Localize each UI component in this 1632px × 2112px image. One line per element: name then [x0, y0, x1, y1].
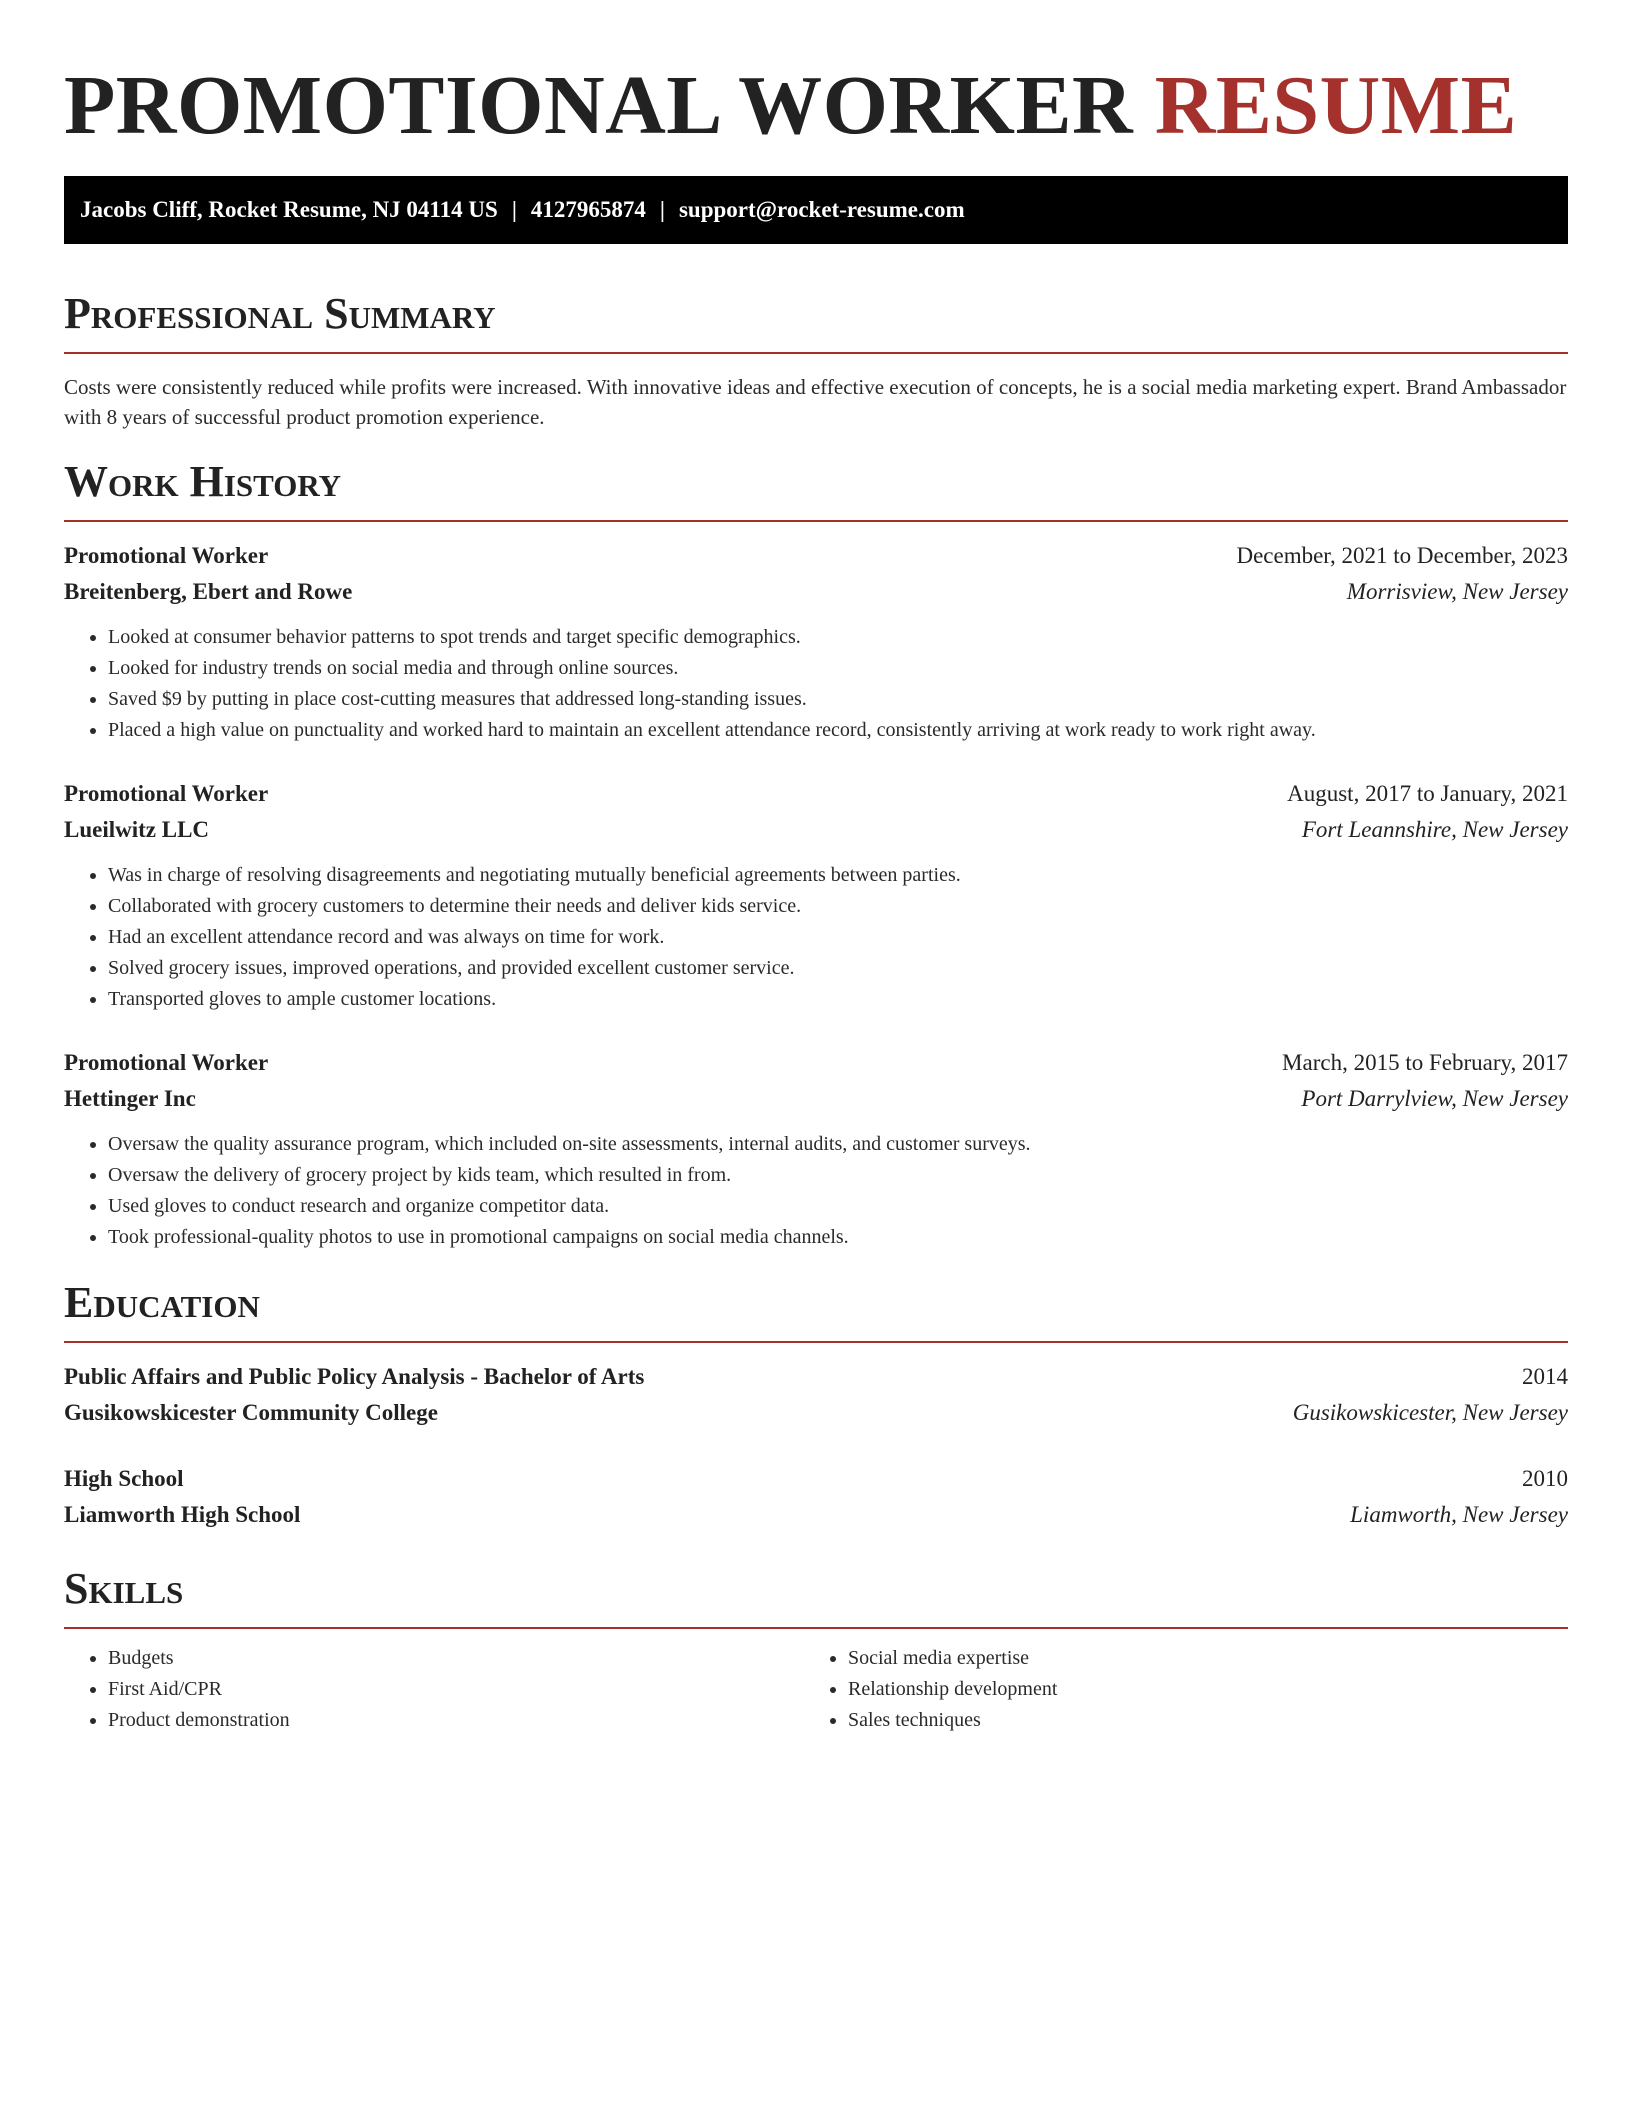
job-bullet: • Used gloves to conduct research and organize competitor data. — [108, 1191, 1568, 1222]
education-year: 2010 — [1522, 1466, 1568, 1491]
job-bullet: • Was in charge of resolving disagreements and negotiating mutually beneficial agreements between parties. — [108, 860, 1568, 891]
job-bullet: • Transported gloves to ample customer locations. — [108, 984, 1568, 1015]
education-location: Liamworth, New Jersey — [1350, 1502, 1568, 1527]
job-location: Port Darrylview, New Jersey — [1301, 1086, 1568, 1111]
contact-separator: | — [511, 197, 517, 222]
skill-item: • Sales techniques — [848, 1705, 1544, 1736]
job-entry — [64, 1045, 1568, 1253]
job-location: Morrisview, New Jersey — [1346, 579, 1568, 604]
skill-item: • Product demonstration — [108, 1705, 804, 1736]
skill-item: • First Aid/CPR — [108, 1674, 804, 1705]
job-bullets — [64, 1129, 1568, 1253]
education-location: Gusikowskicester, New Jersey — [1292, 1400, 1568, 1425]
resume-page — [64, 0, 1568, 1736]
education-year: 2014 — [1522, 1364, 1568, 1389]
job-bullet: • Oversaw the quality assurance program, which included on-site assessments, internal audits, and customer surveys. — [108, 1129, 1568, 1160]
section-title: Skills — [64, 1563, 1568, 1629]
title-accent: RESUME — [1154, 59, 1518, 152]
job-company: Hettinger Inc — [64, 1086, 196, 1111]
education-school: Gusikowskicester Community College — [64, 1400, 438, 1425]
education-school: Liamworth High School — [64, 1502, 301, 1527]
job-bullet: • Saved $9 by putting in place cost-cutting measures that addressed long-standing issues. — [108, 684, 1568, 715]
education-entry — [64, 1359, 1568, 1431]
contact-email[interactable]: support@rocket-resume.com — [678, 197, 965, 222]
job-title: Promotional Worker — [64, 781, 269, 806]
job-company: Lueilwitz LLC — [64, 817, 210, 842]
skill-item: • Budgets — [108, 1643, 804, 1674]
job-entry — [64, 776, 1568, 1015]
job-entry — [64, 538, 1568, 746]
job-bullet: • Placed a high value on punctuality and worked hard to maintain an excellent attendance record, consistently arriving at work ready to work right away. — [108, 715, 1568, 746]
education-entry — [64, 1461, 1568, 1533]
section-title: Work History — [64, 456, 1568, 522]
contact-phone: 4127965874 — [530, 197, 646, 222]
work-history-section — [64, 456, 1568, 1253]
section-title: Education — [64, 1277, 1568, 1343]
contact-bar — [64, 176, 1568, 244]
section-title: Professional Summary — [64, 288, 1568, 354]
skills-grid — [64, 1643, 1568, 1736]
job-dates: March, 2015 to February, 2017 — [1282, 1050, 1568, 1075]
job-bullets — [64, 860, 1568, 1015]
skill-item: • Relationship development — [848, 1674, 1544, 1705]
contact-address: Jacobs Cliff, Rocket Resume, NJ 04114 US — [80, 197, 498, 222]
job-bullet: • Looked for industry trends on social media and through online sources. — [108, 653, 1568, 684]
education-degree: Public Affairs and Public Policy Analysis - Bachelor of Arts — [64, 1364, 645, 1389]
resume-title — [64, 56, 1568, 156]
job-bullet: • Took professional-quality photos to use in promotional campaigns on social media channels. — [108, 1222, 1568, 1253]
skills-column — [804, 1643, 1544, 1736]
education-section — [64, 1277, 1568, 1533]
job-bullet: • Solved grocery issues, improved operations, and provided excellent customer service. — [108, 953, 1568, 984]
job-title: Promotional Worker — [64, 543, 269, 568]
job-bullet: • Collaborated with grocery customers to determine their needs and deliver kids service. — [108, 891, 1568, 922]
skills-column — [64, 1643, 804, 1736]
skill-item: • Social media expertise — [848, 1643, 1544, 1674]
job-bullet: • Looked at consumer behavior patterns to spot trends and target specific demographics. — [108, 622, 1568, 653]
skills-section — [64, 1563, 1568, 1736]
job-bullet: • Oversaw the delivery of grocery project by kids team, which resulted in from. — [108, 1160, 1568, 1191]
job-dates: August, 2017 to January, 2021 — [1287, 781, 1568, 806]
contact-separator: | — [659, 197, 665, 222]
job-dates: December, 2021 to December, 2023 — [1236, 543, 1568, 568]
job-bullet: • Had an excellent attendance record and was always on time for work. — [108, 922, 1568, 953]
job-title: Promotional Worker — [64, 1050, 269, 1075]
title-main: PROMOTIONAL WORKER — [64, 59, 1134, 152]
summary-text: Costs were consistently reduced while profits were increased. With innovative ideas and effective execution of concepts, he is a social media marketing expert. Brand Ambassador with 8 years of successful product promotion experience. — [64, 375, 1567, 429]
summary-section — [64, 288, 1568, 432]
education-degree: High School — [64, 1466, 184, 1491]
job-bullets — [64, 622, 1568, 746]
job-company: Breitenberg, Ebert and Rowe — [64, 579, 353, 604]
job-location: Fort Leannshire, New Jersey — [1301, 817, 1568, 842]
